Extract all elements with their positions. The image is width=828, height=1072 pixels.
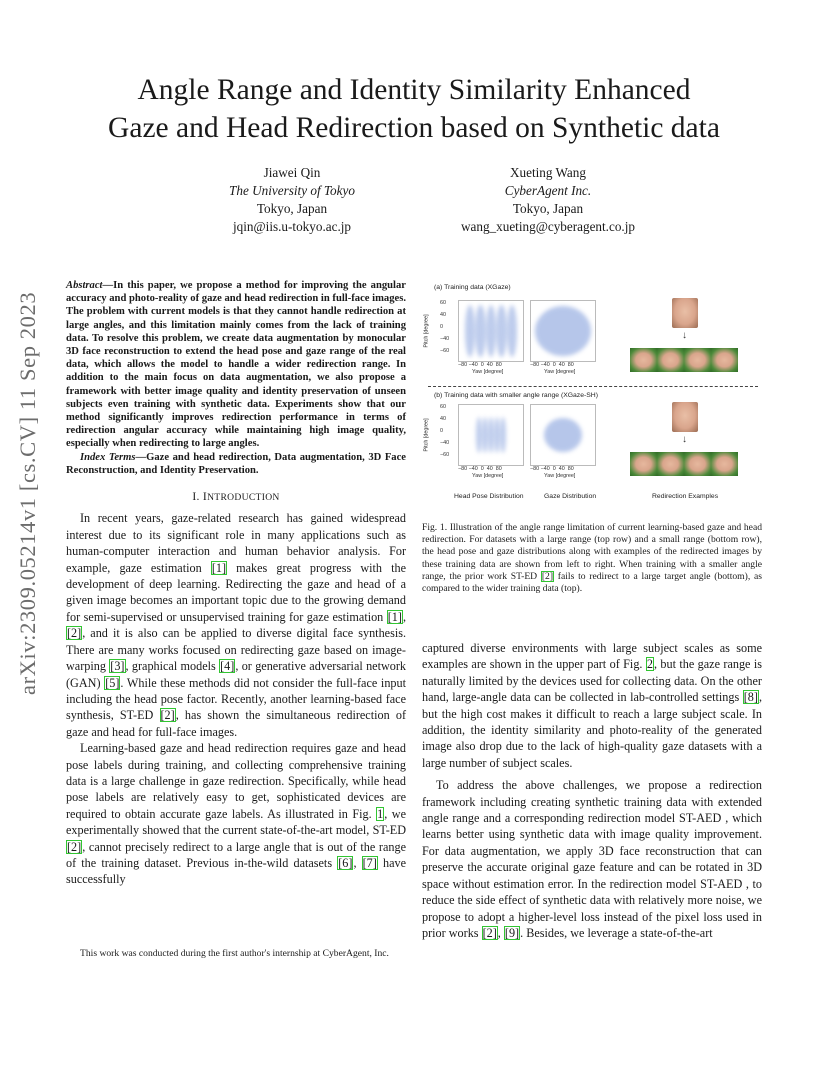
axis-label-y: Pitch [degree] [423, 418, 430, 452]
paragraph-text: fails to redirect to a large target angle (bottom), as compared to the wider training data (top). [422, 570, 762, 595]
citation-link[interactable]: [2] [67, 626, 82, 641]
paragraph-text: , but the gaze range is naturally limited by the devices used for collecting data. On the other hand, large-angle data can be collected in lab-controlled settings [422, 657, 762, 705]
title-line-1: Angle Range and Identity Similarity Enhanced [137, 74, 691, 106]
distribution-blob [465, 305, 475, 357]
distribution-blob [507, 305, 517, 357]
figure-divider [428, 386, 758, 387]
redirected-face-image [630, 348, 657, 372]
author-name: Xueting Wang [510, 165, 586, 180]
figure-label-b: (b) Training data with smaller angle range (XGaze-SH) [434, 392, 598, 399]
tick-label-y: 40 [440, 416, 446, 422]
arrow-icon: ↓ [682, 434, 687, 445]
author-location: Tokyo, Japan [256, 201, 328, 216]
paragraph-text: , cannot precisely redirect to a large angle that is out of the range of the training dataset. Previous in-the-wild datasets [66, 839, 406, 870]
intro-paragraph-1 [66, 510, 406, 740]
axis-label-x: Yaw [degree] [472, 473, 504, 479]
paragraph-text: To address the above challenges, we propose a redirection framework including creating synthetic training data with extended angle range and a corresponding redirection model ST-AED , which learns better using synthetic data with image quality improvement. For data augmentation, we apply 3D face reconstruction that can preserve the accurate original gaze feature and can be rotated in 3D space without estimation error. In the redirection model ST-AED , to reduce the side effect of synthetic data with relatively more noise, we propose to adopt a higher-level loss instead of the pixel loss used in prior works [422, 778, 762, 940]
citation-link[interactable]: [6] [338, 855, 353, 870]
redirected-face-image [657, 348, 684, 372]
citation-link[interactable]: [3] [110, 659, 125, 674]
distribution-blob [486, 305, 496, 357]
tick-label-y: −60 [440, 348, 450, 354]
paragraph-text: , [353, 855, 362, 870]
paragraph-text: , [497, 925, 504, 940]
paragraph-text: , graphical models [125, 659, 220, 674]
paragraph-text: have successfully [66, 855, 406, 887]
right-paragraph-2 [422, 777, 762, 941]
head-pose-plot [458, 404, 524, 466]
index-terms-label: Index Terms [80, 451, 136, 463]
distribution-blob [535, 306, 591, 356]
paragraph-text: , has shown the simultaneous redirection of gaze and head for full-face images. [66, 708, 407, 739]
intro-paragraph-2 [66, 740, 406, 888]
tick-label-y: −40 [440, 336, 450, 342]
paragraph-text: , or generative adversarial network (GAN) [66, 659, 407, 690]
citation-link[interactable]: [7] [362, 855, 377, 870]
paragraph-text: Fig. 1. Illustration of the angle range limitation of current learning-based gaze and head redirection. For datasets with a large range (top row) and a small range (bottom row), the head pose and gaze distributions along with examples of the redirected images by these training data are shown from left to right. When training with a smaller angle range, the prior work ST-ED [422, 522, 762, 582]
tick-label-x: −80 −40 0 40 80 [530, 362, 574, 368]
tick-label-y: 40 [440, 312, 446, 318]
redirected-face-image [657, 452, 684, 476]
paragraph-text: , [402, 609, 406, 624]
citation-link[interactable]: [9] [504, 925, 520, 940]
arrow-icon: ↓ [682, 330, 687, 341]
citation-link[interactable]: [2] [482, 925, 497, 940]
axis-label-y: Pitch [degree] [423, 314, 430, 348]
distribution-blob [500, 417, 506, 453]
citation-link[interactable]: [1] [211, 560, 227, 575]
citation-link[interactable]: 2 [646, 657, 653, 672]
source-face-image [672, 298, 698, 328]
section-heading: I. INTRODUCTION [192, 490, 280, 504]
author-1 [162, 164, 422, 236]
citation-link[interactable]: 1 [377, 806, 384, 821]
citation-link[interactable]: [4] [220, 659, 235, 674]
axis-label-x: Yaw [degree] [544, 369, 576, 375]
gaze-plot [530, 404, 596, 466]
author-name: Jiawei Qin [263, 165, 321, 180]
distribution-blob [544, 418, 582, 452]
index-terms-text: —Gaze and head redirection, Data augmentation, 3D Face Reconstruction, and Identity Preservation. [66, 451, 406, 476]
column-label-head: Head Pose Distribution [454, 493, 524, 500]
column-label-gaze: Gaze Distribution [544, 493, 597, 500]
footnote: This work was conducted during the first author's internship at CyberAgent, Inc. [80, 948, 389, 959]
redirection-examples [630, 452, 738, 476]
redirected-face-image [684, 452, 711, 476]
citation-link[interactable]: [8] [743, 690, 758, 705]
redirected-face-image [684, 348, 711, 372]
author-affiliation: The University of Tokyo [229, 183, 355, 198]
author-email[interactable]: wang_xueting@cyberagent.co.jp [460, 219, 635, 234]
author-location: Tokyo, Japan [512, 201, 584, 216]
author-email[interactable]: jqin@iis.u-tokyo.ac.jp [233, 219, 351, 234]
paragraph-text: , but the high cost makes it difficult to reach a large subject scale. In addition, the identity similarity and photo-reality of the generated image also drop due to the lack of high-quality gaze datasets with a large number of subject scales. [422, 690, 762, 770]
tick-label-y: 0 [440, 324, 443, 330]
head-pose-plot [458, 300, 524, 362]
paragraph-text: In recent years, gaze-related research has gained widespread interest due to its significant role in many applications such as human-computer interaction and human behavior analysis. For example, gaze estimation [66, 511, 406, 575]
tick-label-x: −80 −40 0 40 80 [458, 466, 502, 472]
paragraph-text: captured diverse environments with large subject scales as some examples are shown in the upper part of Fig. [422, 641, 762, 672]
tick-label-y: 60 [440, 300, 446, 306]
paragraph-text: . Besides, we leverage a state-of-the-art [520, 925, 713, 940]
tick-label-y: 0 [440, 428, 443, 434]
abstract-label: Abstract [66, 280, 103, 291]
redirected-face-image [711, 348, 738, 372]
citation-link[interactable]: [2] [160, 708, 175, 723]
right-column [422, 640, 762, 941]
distribution-blob [475, 305, 485, 357]
figure-label-a: (a) Training data (XGaze) [434, 284, 511, 291]
tick-label-y: 60 [440, 404, 446, 410]
paragraph-text: makes great progress with the development of deep learning. Redirecting the gaze and head of a given image becomes an important topic due to the growing demand for semi-supervised or unsupervised training for gaze estimation [66, 560, 406, 624]
gaze-plot [530, 300, 596, 362]
redirected-face-image [711, 452, 738, 476]
abstract-text: —In this paper, we propose a method for improving the angular accuracy and photo-reality of gaze and head redirection in full-face images. The problem with current models is that they cannot handle redirection at large angles, and this limitation mainly comes from the lack of training data. To resolve this problem, we create data augmentation by monocular 3D face reconstruction to extend the head pose and gaze range of the real data, which allows the model to handle a wider redirection range. In addition to the main focus on data augmentation, we also propose a framework with better image quality and identity preservation of unseen subjects even training with synthetic data. Experiments show that our method significantly improves redirection performance in terms of redirection angular accuracy while maintaining high image quality, especially when redirecting to large angles. [66, 280, 406, 450]
paper-title [0, 71, 828, 147]
title-line-2: Gaze and Head Redirection based on Synthetic data [108, 112, 720, 144]
axis-label-x: Yaw [degree] [472, 369, 504, 375]
redirection-examples [630, 348, 738, 372]
axis-label-x: Yaw [degree] [544, 473, 576, 479]
index-terms [66, 451, 406, 477]
author-affiliation: CyberAgent Inc. [504, 183, 592, 198]
citation-link[interactable]: [1] [387, 609, 402, 624]
redirected-face-image [630, 452, 657, 476]
abstract [66, 279, 406, 451]
citation-link[interactable]: [5] [105, 675, 120, 690]
source-face-image [672, 402, 698, 432]
tick-label-y: −40 [440, 440, 450, 446]
tick-label-x: −80 −40 0 40 80 [530, 466, 574, 472]
author-2 [418, 164, 678, 236]
tick-label-x: −80 −40 0 40 80 [458, 362, 502, 368]
figure-1 [423, 282, 758, 504]
right-paragraph-1 [422, 640, 762, 771]
distribution-blob [496, 305, 506, 357]
column-label-redirection: Redirection Examples [652, 493, 719, 500]
paragraph-text: , we experimentally showed that the current state-of-the-art model, ST-ED [66, 806, 406, 838]
figure-caption [422, 522, 762, 595]
left-column [66, 279, 406, 888]
arxiv-identifier: arXiv:2309.05214v1 [cs.CV] 11 Sep 2023 [15, 291, 40, 695]
paragraph-text: Learning-based gaze and head redirection requires gaze and head pose labels during training, and collecting comprehensive training data is a large challenge in gaze redirection. Specifically, while head pose labels are relatively easy to get, sophisticated devices are required to obtain accurate gaze labels. As illustrated in Fig. [66, 741, 406, 821]
paragraph-text: , and it is also can be applied to diverse digital face synthesis. There are many works focused on redirecting gaze based on image-warping [66, 626, 406, 674]
citation-link[interactable]: [2] [541, 570, 554, 582]
paragraph-text: . While these methods did not consider the full-face input including the head pose factor. Recently, another learning-based face synthesis, ST-ED [66, 675, 406, 723]
citation-link[interactable]: [2] [67, 839, 82, 854]
tick-label-y: −60 [440, 452, 450, 458]
